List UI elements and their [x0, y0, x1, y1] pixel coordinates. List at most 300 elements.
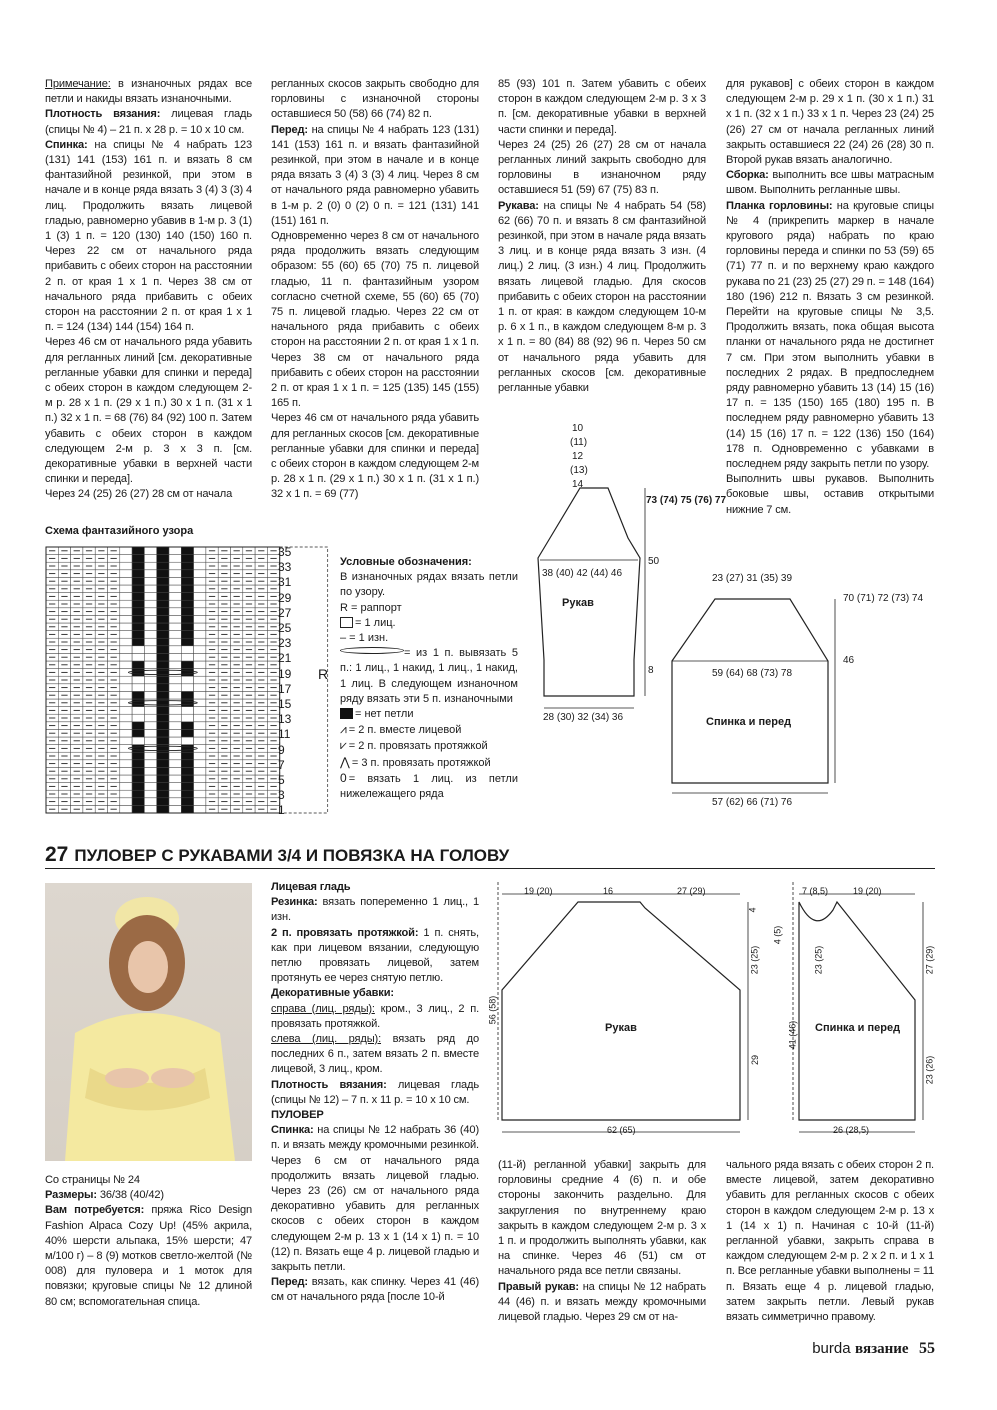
sleeve-outline	[538, 488, 640, 696]
chart-cell	[194, 631, 206, 639]
chart-cell	[120, 752, 132, 760]
chart-cell	[194, 585, 206, 593]
chart-cell	[181, 562, 193, 570]
chart-cell	[169, 722, 181, 730]
chart-cell	[132, 562, 144, 570]
chart-cell	[132, 714, 144, 722]
chart-cell	[181, 555, 193, 563]
row-number: 33	[278, 560, 292, 575]
chart-cell	[194, 729, 206, 737]
chart-cell	[144, 767, 156, 775]
chart-cell	[169, 608, 181, 616]
chart-cell	[169, 714, 181, 722]
text-run: на спицы № 12 набрать 36 (40) п. и вязать между кромочными резинкой. Через 6 см от начального ряда продолжить вязать лицевой гладью. Через 23 (26) см от начального ряда декоративно убавить для регланных скосов с обеих сторон в каждом следующем 2-м р. 13 х 1 (14 х 1) п. = 10 (12) п. Вязать еще 4 р. лицевой гладью и закрыть петли.	[271, 1124, 479, 1274]
row-number: 29	[278, 590, 292, 605]
chart-cell	[157, 805, 169, 813]
chart-cell	[181, 752, 193, 760]
chart-cell	[181, 676, 193, 684]
paragraph	[498, 77, 706, 138]
chart-cell	[194, 722, 206, 730]
chart-cell	[144, 707, 156, 715]
row-number: 35	[278, 545, 292, 559]
chart-cell	[144, 623, 156, 631]
chart-cell	[132, 737, 144, 745]
text-run: на круговые спицы № 4 (прикрепить маркер в начале кругового ряда) набрать по краю горловины переда и спинки по 53 (59) 65 (71) 77 п. и по верхнему краю каждого рукава по 21 (23) 25 (27) 29 п. = 148 (164) 180 (196) 212 п. Вязать 3 см резинкой. Перейти на круговые спицы № 3,5. Продолжить вязать, пока общая высота планки от начального ряда не достигнет 7 см. При этом выполнить убавки в последних 2 рядах. В предпоследнем ряду равномерно убавить 13 (14) 15 (16) 17 п. = 135 (150) 165 (180) 195 п. В последнем ряду равномерно убавить 13 (14) 15 (16) 17 п. = 122 (136) 150 (164) 178 п. Одновременно с убавками в последнем ряду закрыть петли по узору.	[726, 199, 934, 471]
row-number: 7	[278, 757, 285, 772]
chart-cell	[169, 783, 181, 791]
body2-lower: 23 (26)	[924, 1055, 935, 1085]
chart-cell	[132, 790, 144, 798]
chart-cell	[169, 684, 181, 692]
chart-title: Схема фантазийного узора	[45, 525, 194, 537]
chart-cell	[169, 570, 181, 578]
chart-cell	[144, 562, 156, 570]
chart-cell	[157, 600, 169, 608]
row-number: 27	[278, 605, 292, 620]
chart-cell	[120, 767, 132, 775]
chart-cell	[132, 661, 144, 669]
chart-cell	[120, 790, 132, 798]
chart-cell	[194, 623, 206, 631]
chart-cell	[132, 752, 144, 760]
paragraph	[45, 77, 252, 107]
chart-cell	[132, 593, 144, 601]
chart-cell	[132, 638, 144, 646]
chart-cell	[157, 562, 169, 570]
chart-cell	[144, 783, 156, 791]
chart-cell	[181, 722, 193, 730]
legend	[340, 555, 518, 802]
text-run: вязать, как спинку. Через 41 (46) см от начального ряда [после 10-й	[271, 1276, 479, 1304]
text-run: Лицевая гладь	[271, 881, 351, 893]
chart-cell	[181, 783, 193, 791]
chart-cell	[120, 783, 132, 791]
row-number: 31	[278, 575, 292, 590]
text-run: 2 п. провязать протяжкой:	[271, 926, 419, 939]
text-run: на спицы № 4 набрать 54 (58) 62 (66) 70 п. и вязать 8 см фантазийной резинкой, при этом в начале ряда вязать 3 лиц. и в конце ряда вязать 3 изн. (4 лиц.) 2 лиц. (3 изн.) 4 лиц. Продолжить вязать лицевой гладью. Для скосов прибавить с обеих сторон на расстоянии 1 п. от края: в каждом следующем 10-м р. 6 х 1 п., в каждом следующем 8-м р. 3 х 1 п. = 80 (84) 88 (92) 96 п. Через 50 см от начального ряда убавить для регланных скосов [см. декоративные регланные убавки	[498, 199, 706, 395]
paragraph	[726, 472, 934, 518]
body2-total: 41 (46)	[787, 1020, 798, 1050]
chart-cell	[120, 570, 132, 578]
chart-cell	[120, 600, 132, 608]
chart-cell	[132, 760, 144, 768]
chart-cell	[157, 608, 169, 616]
chart-cell	[120, 760, 132, 768]
chart-cell	[169, 646, 181, 654]
chart-cell	[181, 600, 193, 608]
chart-cell	[169, 577, 181, 585]
text-run: лицевая гладь (спицы № 4) – 21 п. х 28 р. = 10 х 10 см.	[45, 108, 252, 136]
chart-cell	[157, 623, 169, 631]
row-number: 15	[278, 697, 292, 711]
chart-cell	[181, 653, 193, 661]
chart-cell	[120, 593, 132, 601]
chart-cell	[157, 745, 169, 753]
chart-cell	[157, 760, 169, 768]
legend-knit: = 1 лиц.	[340, 616, 518, 631]
chart-cell	[132, 585, 144, 593]
paragraph	[271, 1078, 479, 1108]
chart-cell	[169, 593, 181, 601]
paragraph	[45, 1173, 252, 1188]
chart-cell	[194, 661, 206, 669]
text-run: Сборка:	[726, 169, 769, 182]
chart-cell	[194, 691, 206, 699]
chart-cell	[132, 600, 144, 608]
chart-cell	[169, 699, 181, 707]
chart-cell	[157, 646, 169, 654]
row-number: 17	[278, 681, 292, 696]
body2-outline	[799, 902, 915, 1120]
chart-cell	[194, 767, 206, 775]
legend-purl: – = 1 изн.	[340, 632, 389, 645]
chart-cell	[194, 676, 206, 684]
chart-cell	[181, 608, 193, 616]
footer-page: 55	[919, 1340, 935, 1357]
chart-cell	[132, 676, 144, 684]
chart-cell	[120, 562, 132, 570]
paragraph	[271, 411, 479, 502]
chart-cell	[181, 585, 193, 593]
chart-cell	[144, 760, 156, 768]
paragraph	[498, 1158, 706, 1280]
text-run: Планка горловины:	[726, 199, 833, 212]
chart-cell	[144, 631, 156, 639]
sleeve-schematic-2	[490, 880, 755, 1145]
text-run: в изнаночных рядах все петли и накиды вязать изнаночными.	[45, 78, 252, 106]
text-run: Примечание:	[45, 78, 111, 90]
legend-no-stitch: = нет петли	[340, 707, 518, 722]
sleeve1-top-4: (13)	[570, 465, 588, 476]
chart-cell	[181, 646, 193, 654]
legend-knit-below: 0 = вязать 1 лиц. из петли нижележащего ряда	[340, 770, 518, 801]
chart-cell	[157, 707, 169, 715]
text-run: чального ряда вязать с обеих сторон 2 п. вместе лицевой, затем декоративно убавить для регланных скосов с обеих сторон в каждом следующем 2-м р. 13 х 1 (14 х 1) п. Начиная с 10-й (11-й) регланной убавки, закрыть справа в каждом следующем 2-м р. 2 х 2 п. и 1 х 1 п. Все регланные убавки выполнены = 11 п. Вязать еще 4 р. лицевой гладью, затем закрыть петли. Левый рукав вязать симметрично правому.	[726, 1159, 934, 1324]
text-run: Декоративные убавки:	[271, 987, 394, 1000]
chart-cell	[120, 714, 132, 722]
chart-cell	[181, 593, 193, 601]
legend-sk2p: ⋀ = 3 п. провязать протяжкой	[340, 754, 491, 769]
body-schematic-1	[660, 585, 840, 810]
chart-cell	[169, 631, 181, 639]
chart-cell	[132, 767, 144, 775]
chart-cell	[181, 638, 193, 646]
sleeve1-top-5: 14	[572, 479, 584, 490]
text-run: на спицы № 12 набрать 44 (46) п. и вязать между кромочными лицевой гладью. Через 29 см от на-	[498, 1280, 706, 1324]
chart-cell	[120, 798, 132, 806]
chart-cell	[169, 798, 181, 806]
chart-cell	[132, 783, 144, 791]
legend-ssk: ⩗ = 2 п. провязать протяжкой	[340, 738, 488, 753]
chart-cell	[181, 684, 193, 692]
chart-cell	[120, 805, 132, 813]
chart-cell	[132, 729, 144, 737]
text-run: вязать попеременно 1 лиц., 1 изн.	[271, 896, 479, 924]
chart-cell	[157, 577, 169, 585]
chart-cell	[194, 714, 206, 722]
chart-cell	[120, 547, 132, 555]
chart-cell	[194, 570, 206, 578]
chart-cell	[169, 547, 181, 555]
sleeve1-label: Рукав	[562, 597, 594, 609]
text-run: Размеры:	[45, 1189, 97, 1202]
chart-cell	[144, 615, 156, 623]
chart-cell	[144, 752, 156, 760]
chart-cell	[157, 767, 169, 775]
row-number: 13	[278, 712, 292, 727]
text-run: лицевая гладь (спицы № 12) – 7 п. х 11 р. = 10 х 10 см.	[271, 1078, 479, 1106]
chart-cell	[194, 646, 206, 654]
chart-cell	[132, 707, 144, 715]
sleeve2-cap: 23 (25)	[749, 945, 760, 975]
chart-cell	[169, 623, 181, 631]
chart-cell	[132, 798, 144, 806]
paragraph	[271, 926, 479, 987]
paragraph	[271, 1275, 479, 1305]
chart-cell	[120, 653, 132, 661]
chart-cell	[120, 631, 132, 639]
chart-cell	[194, 790, 206, 798]
sleeve2-lower: 29	[750, 1054, 761, 1066]
chart-cell	[144, 729, 156, 737]
chart-cell	[132, 745, 144, 753]
sleeve1-bottom: 28 (30) 32 (34) 36	[543, 712, 624, 723]
chart-cell	[169, 775, 181, 783]
bottom-column-2	[271, 880, 479, 1306]
chart-cell	[181, 547, 193, 555]
chart-cell	[144, 638, 156, 646]
chart-cell	[132, 631, 144, 639]
chart-cell	[132, 577, 144, 585]
chart-cell	[169, 805, 181, 813]
text-run: на спицы № 4 набрать 123 (131) 141 (153) 161 п. и вязать 8 см фантазийной резинкой, при этом в начале и в конце ряда вязать 3 (4) 3 (3) 4 лиц. Продолжить вязать лицевой гладью, равномерно убавив в 1-м р. 3 (1) 1 (3) 1 п. = 120 (130) 140 (150) 160 п. Через 22 см от начального ряда прибавить с обеих сторон на расстоянии 2 п. от края 1 х 1 п. Через 38 см от начального ряда прибавить с обеих сторон на расстоянии 2 п. от края 1 х 1 п. = 124 (134) 144 (154) 164 п.	[45, 138, 252, 334]
chart-cell	[120, 722, 132, 730]
paragraph	[45, 335, 252, 487]
chart-cell	[144, 555, 156, 563]
chart-cell	[120, 623, 132, 631]
chart-cell	[157, 752, 169, 760]
knit-below-icon: 0	[340, 770, 347, 785]
chart-cell	[194, 805, 206, 813]
chart-cell	[120, 676, 132, 684]
chart-cell	[194, 669, 206, 677]
text-run: Резинка:	[271, 896, 318, 909]
legend-title: Условные обозначения:	[340, 556, 472, 568]
chart-cell	[132, 608, 144, 616]
chart-cell	[144, 714, 156, 722]
chart-cell	[169, 585, 181, 593]
paragraph	[726, 168, 934, 198]
chart-cell	[120, 555, 132, 563]
chart-cell	[181, 745, 193, 753]
chart-cell	[194, 707, 206, 715]
chart-cell	[120, 699, 132, 707]
footer	[770, 1340, 935, 1358]
chart-cell	[132, 684, 144, 692]
chart-cell	[194, 577, 206, 585]
row-number: 9	[278, 742, 285, 757]
text-run: Одновременно через 8 см от начального ряда продолжить вязать следующим образом: 55 (60) 65 (70) 75 п. лицевой гладью, 11 п. фантазийным узором согласно счетной схеме, 55 (60) 65 (70) 75 п. лицевой гладью. Через 22 см от начального ряда прибавить с обеих сторон на расстоянии 2 п. от края 1 х 1 п. Через 38 см от начального ряда прибавить с обеих сторон на расстоянии 2 п. от края 1 х 1 п. = 125 (135) 145 (155) 165 п.	[271, 230, 479, 410]
photo-illustration	[45, 883, 252, 1161]
sleeve1-top-3: 12	[572, 451, 584, 462]
text-run: Вам потребуется:	[45, 1204, 145, 1217]
chart-cell	[181, 790, 193, 798]
chart-cell	[169, 760, 181, 768]
paragraph	[45, 138, 252, 336]
chart-cell	[169, 745, 181, 753]
body2-neck: 4 (5)	[772, 925, 783, 945]
empty-square-icon	[340, 617, 353, 628]
chart-cell	[144, 805, 156, 813]
text-run: Через 24 (25) 26 (27) 28 см от начала регланных линий закрыть свободно для горловины в изнаночном ряду оставшиеся 51 (59) 67 (75) 83 п.	[498, 138, 706, 197]
chart-cell	[157, 547, 169, 555]
chart-cell	[144, 646, 156, 654]
text-run: (11-й) регланной убавки] закрыть для горловины средние 4 (6) п. и обе стороны закончить раздельно. Для закругления по внутреннему краю закрыть в каждом следующем 2-м р. 3 х 1 п. и продолжить выполнять убавки, как на спинке. Через 46 (51) см от начального ряда все петли связаны.	[498, 1159, 706, 1278]
paragraph	[271, 1002, 479, 1032]
chart-cell	[181, 669, 193, 677]
row-number: 23	[278, 636, 292, 651]
text-run: Спинка:	[271, 1124, 314, 1137]
chart-cell	[169, 729, 181, 737]
chart-cell	[144, 585, 156, 593]
paragraph	[271, 1123, 479, 1275]
paragraph	[271, 229, 479, 411]
chart-cell	[144, 676, 156, 684]
chart-cell	[181, 798, 193, 806]
chart-cell	[181, 631, 193, 639]
chart-cell	[194, 547, 206, 555]
text-run: Правый рукав:	[498, 1280, 579, 1293]
chart-cell	[194, 798, 206, 806]
chart-cell	[181, 623, 193, 631]
text-run: Со страницы № 24	[45, 1174, 140, 1186]
chart-cell	[169, 752, 181, 760]
chart-cell	[169, 669, 181, 677]
chart-cell	[144, 691, 156, 699]
chart-cell	[194, 600, 206, 608]
body1-height: 70 (71) 72 (73) 74	[843, 593, 924, 604]
chart-cell	[157, 783, 169, 791]
chart-cell	[120, 608, 132, 616]
sleeve1-width: 38 (40) 42 (44) 46	[542, 568, 623, 579]
legend-k2tog: ⩘ = 2 п. вместе лицевой	[340, 722, 462, 737]
chart-cell	[181, 707, 193, 715]
text-run: Через 46 см от начального ряда убавить для регланных скосов [см. декоративные регланные убавки для спинки и переда] с обеих сторон в каждом следующем 2-м р. 28 х 1 п. (29 х 1 п.) 30 х 1 п. (31 х 1 п.) 32 х 1 п. = 69 (77)	[271, 412, 479, 501]
sleeve2-outline	[502, 902, 740, 1120]
legend-increase: = из 1 п. вывязать 5 п.: 1 лиц., 1 накид, 1 лиц., 1 накид, 1 лиц. В следующем изнаночном ряду вязать эти 5 п. изнаночными	[340, 647, 518, 705]
sleeve2-label: Рукав	[605, 1022, 637, 1034]
ssk-icon: ⩗	[340, 738, 347, 753]
chart-cell	[120, 585, 132, 593]
chart-cell	[157, 570, 169, 578]
chart-cell	[194, 593, 206, 601]
text-run: Через 46 см от начального ряда убавить для регланных линий [см. декоративные регланные убавки для спинки и переда] с обеих сторон в каждом следующем 2-м р. 28 х 1 п. (29 х 1 п.) 30 х 1 п. (31 х 1 п.) 32 х 1 п. = 68 (76) 84 (92) 100 п. Затем убавить с обеих сторон в каждом следующем 2-м р. 3 х 3 п. [см. декоративные убавки в верхней части спинки и переда].	[45, 336, 252, 486]
repeat-mark: R	[318, 666, 329, 682]
chart-cell	[169, 737, 181, 745]
body-outline	[672, 599, 828, 783]
chart-cell	[181, 775, 193, 783]
paragraph	[45, 107, 252, 137]
paragraph	[271, 1032, 479, 1078]
paragraph	[498, 138, 706, 199]
row-number: 25	[278, 621, 292, 635]
row-number: 5	[278, 773, 285, 787]
sleeve1-height: 73 (74) 75 (76) 77	[646, 495, 727, 506]
row-number: 1	[278, 803, 285, 818]
legend-intro: В изнаночных рядах вязать петли по узору.	[340, 571, 518, 599]
text-run: 36/38 (40/42)	[96, 1189, 164, 1202]
paragraph	[271, 880, 479, 895]
text-column-3	[498, 77, 706, 396]
body1-label: Спинка и перед	[706, 716, 792, 728]
text-run: вязать ряд до последних 6 п., затем вязать 2 п. вместе лицевой, 3 лиц., кром.	[271, 1033, 479, 1076]
sleeve2-cap-top: 4	[747, 907, 758, 913]
ellipse-increase-icon	[340, 647, 404, 654]
chart-cell	[157, 722, 169, 730]
chart-cell	[132, 691, 144, 699]
sleeve2-height: 56 (58)	[487, 995, 498, 1025]
row-number: 3	[278, 788, 285, 803]
text-run: на спицы № 4 набрать 123 (131) 141 (153) 161 п. и вязать фантазийной резинкой, при этом в начале и в конце ряда вязать 3 (4) 3 (3) 4 лиц. Через 8 см от начального ряда равномерно убавить в 1-м р. 2 (0) 0 (2) 0 п. = 121 (131) 141 (151) 161 п.	[271, 123, 479, 227]
body-schematic-2	[785, 880, 935, 1145]
text-run: 85 (93) 101 п. Затем убавить с обеих сторон в каждом следующем 2-м р. 3 х 3 п. [см. декоративные убавки в верхней части спинки и переда].	[498, 78, 706, 136]
paragraph	[45, 487, 252, 502]
chart-cell	[157, 798, 169, 806]
chart-cell	[120, 638, 132, 646]
chart-cell	[157, 790, 169, 798]
chart-cell	[132, 623, 144, 631]
paragraph	[45, 1188, 252, 1203]
sleeve1-top-2: (11)	[570, 437, 588, 448]
chart-cell	[157, 555, 169, 563]
text-run: Плотность вязания:	[45, 108, 161, 121]
chart-cell	[194, 562, 206, 570]
paragraph	[271, 986, 479, 1001]
chart-cell	[194, 555, 206, 563]
text-run: выполнить все швы матрасным швом. Выполнить регланные швы.	[726, 169, 934, 197]
chart-cell	[169, 661, 181, 669]
body1-bottom: 57 (62) 66 (71) 76	[712, 797, 793, 808]
text-run: ПУЛОВЕР	[271, 1109, 324, 1122]
chart-cell	[181, 737, 193, 745]
paragraph	[498, 1280, 706, 1326]
chart-cell	[181, 615, 193, 623]
chart-cell	[120, 775, 132, 783]
chart-cell	[132, 615, 144, 623]
chart-cell	[169, 615, 181, 623]
chart-cell	[120, 615, 132, 623]
chart-cell	[120, 707, 132, 715]
row-number: 19	[278, 666, 292, 681]
chart-cell	[157, 684, 169, 692]
text-run: для рукавов] с обеих сторон в каждом следующем 2-м р. 29 х 1 п. (30 х 1 п.) 31 х 1 п. (32 х 1 п.) 33 х 1 п. Через 23 (24) 25 (26) 27 см от начала регланных линий закрыть оставшиеся 22 (24) 26 (28) 30 п. Второй рукав вязать аналогично.	[726, 78, 934, 167]
chart-cell	[194, 737, 206, 745]
paragraph	[726, 199, 934, 473]
chart-cell	[157, 775, 169, 783]
chart-cell	[144, 577, 156, 585]
chart-cell	[132, 547, 144, 555]
text-column-4	[726, 77, 934, 518]
body2-top-left: 7 (8,5)	[802, 886, 829, 896]
footer-magazine: вязание	[855, 1341, 909, 1357]
text-run: Выполнить швы рукавов. Выполнить боковые швы, оставив открытыми нижние 7 см.	[726, 473, 934, 516]
chart-cell	[157, 661, 169, 669]
chart-cell	[120, 577, 132, 585]
chart-cell	[120, 661, 132, 669]
text-run: Через 24 (25) 26 (27) 28 см от начала	[45, 488, 233, 501]
chart-cell	[144, 745, 156, 753]
chart-cell	[157, 699, 169, 707]
